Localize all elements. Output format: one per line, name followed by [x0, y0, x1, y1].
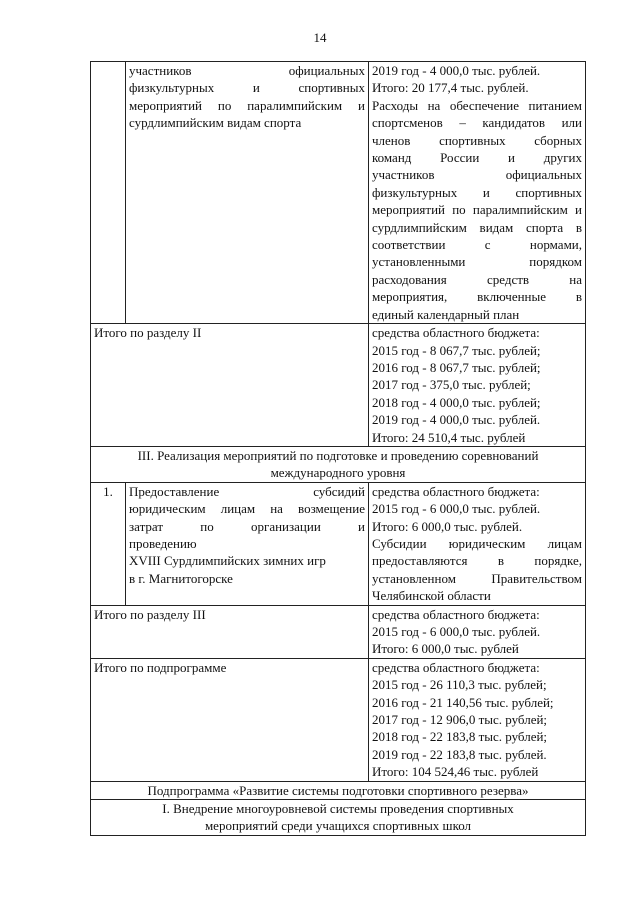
event-description-cell	[126, 482, 369, 605]
text-line: участников официальных	[372, 167, 582, 183]
text-line: единый календарный план	[372, 306, 520, 322]
text-line: Итого: 6 000,0 тыс. рублей.	[372, 518, 523, 534]
text-line: сурдлимпийским видам спорта	[129, 115, 302, 131]
table-row	[91, 800, 586, 836]
text-line: спортсменов – кандидатов или	[372, 115, 582, 131]
section-1-header	[91, 800, 586, 836]
text-line: Итого: 104 524,46 тыс. рублей	[372, 764, 539, 780]
text-line: участников официальных	[129, 63, 365, 78]
subprogram-title: Подпрограмма «Развитие системы подготовки спортивного резерва»	[91, 781, 586, 799]
text-line: средства областного бюджета:	[372, 606, 540, 622]
text-line: физкультурных и спортивных	[129, 80, 365, 96]
text-line: 2019 год - 4 000,0 тыс. рублей.	[372, 412, 541, 428]
text-line: Субсидии юридическим лицам	[372, 535, 582, 551]
page-number: 14	[313, 30, 327, 45]
text-line: мероприятия, включенные в	[372, 289, 582, 305]
table-row	[91, 482, 586, 605]
text-line: 2018 год - 22 183,8 тыс. рублей;	[372, 729, 548, 745]
text-line: Итого: 24 510,4 тыс. рублей	[372, 429, 526, 445]
total-section-2-funding	[369, 324, 586, 447]
text-line: XVIII Сурдлимпийских зимних игр	[129, 553, 326, 569]
row-number-cell	[91, 62, 126, 324]
text-line: Итого: 6 000,0 тыс. рублей	[372, 641, 519, 657]
funding-cell	[369, 482, 586, 605]
text-line: 2015 год - 8 067,7 тыс. рублей;	[372, 342, 541, 358]
text-line: Итого: 20 177,4 тыс. рублей.	[372, 80, 529, 96]
text-line: проведению	[129, 535, 197, 551]
event-description-cell	[126, 62, 369, 324]
budget-table	[90, 61, 586, 836]
text-line: мероприятий по паралимпийским и	[129, 97, 365, 113]
total-subprogram-label: Итого по подпрограмме	[91, 658, 369, 781]
text-line: физкультурных и спортивных	[372, 184, 582, 200]
text-line: средства областного бюджета:	[372, 659, 540, 675]
table-row	[91, 62, 586, 324]
text-line: III. Реализация мероприятий по подготовке и проведению соревнований	[137, 447, 539, 463]
text-line: Предоставление субсидий	[129, 483, 365, 499]
text-line: 2016 год - 8 067,7 тыс. рублей;	[372, 359, 541, 375]
text-line: 2018 год - 4 000,0 тыс. рублей;	[372, 394, 541, 410]
text-line: установленными порядком	[372, 254, 582, 270]
text-line: средства областного бюджета:	[372, 483, 540, 499]
table-row	[91, 781, 586, 799]
table-row	[91, 605, 586, 658]
text-line: 2015 год - 6 000,0 тыс. рублей.	[372, 501, 541, 517]
table-row	[91, 446, 586, 482]
section-3-header	[91, 446, 586, 482]
text-line: в г. Магнитогорске	[129, 570, 233, 586]
total-section-2-label: Итого по разделу II	[91, 324, 369, 447]
text-line: 2017 год - 12 906,0 тыс. рублей;	[372, 712, 548, 728]
text-line: соответствии с нормами,	[372, 237, 582, 253]
text-line: 2019 год - 22 183,8 тыс. рублей.	[372, 746, 547, 762]
text-line: юридическим лицам на возмещение	[129, 501, 365, 517]
text-line: мероприятий среди учащихся спортивных школ	[204, 818, 472, 834]
total-subprogram-funding	[369, 658, 586, 781]
text-line: Челябинской области	[372, 588, 491, 604]
text-line: международного уровня	[270, 465, 406, 481]
text-line: I. Внедрение многоуровневой системы проведения спортивных	[162, 801, 514, 817]
text-line: затрат по организации и	[129, 518, 365, 534]
table-row	[91, 658, 586, 781]
text-line: предоставляются в порядке,	[372, 553, 582, 569]
total-section-3-funding	[369, 605, 586, 658]
funding-cell	[369, 62, 586, 324]
text-line: расходования средств на	[372, 271, 582, 287]
total-section-3-label: Итого по разделу III	[91, 605, 369, 658]
text-line: 2015 год - 26 110,3 тыс. рублей;	[372, 677, 547, 693]
text-line: Расходы на обеспечение питанием	[372, 97, 582, 113]
text-line: 2016 год - 21 140,56 тыс. рублей;	[372, 694, 554, 710]
text-line: средства областного бюджета:	[372, 325, 540, 341]
table-row	[91, 324, 586, 447]
text-line: команд России и других	[372, 150, 582, 166]
text-line: мероприятий по паралимпийским и	[372, 202, 582, 218]
text-line: 2015 год - 6 000,0 тыс. рублей.	[372, 624, 541, 639]
text-line: установленном Правительством	[372, 570, 582, 586]
text-line: членов спортивных сборных	[372, 132, 582, 148]
text-line: 2019 год - 4 000,0 тыс. рублей.	[372, 63, 541, 78]
text-line: сурдлимпийским видам спорта в	[372, 219, 582, 235]
row-number-cell: 1.	[91, 482, 126, 605]
text-line: 2017 год - 375,0 тыс. рублей;	[372, 377, 531, 393]
